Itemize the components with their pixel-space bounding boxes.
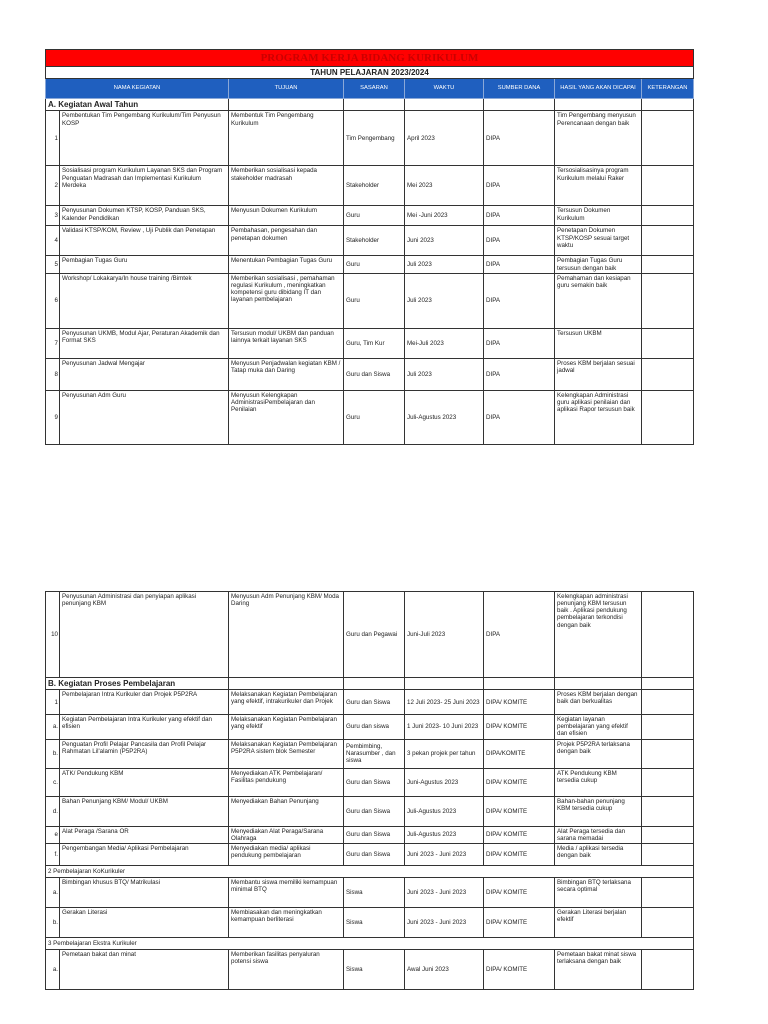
expected-result: Kegiatan layanan pembelajaran yang efektif dan efisien — [555, 715, 642, 739]
remarks — [642, 690, 694, 715]
expected-result: Pemahaman dan kesiapan guru semakin baik — [555, 273, 642, 328]
target: Guru — [344, 390, 405, 444]
table-row — [46, 328, 694, 358]
target: Guru dan Pegawai — [344, 592, 405, 678]
section-b-rows — [46, 690, 694, 866]
remarks — [642, 843, 694, 865]
expected-result: Tersusun UKBM — [555, 328, 642, 358]
row-number: a. — [46, 715, 60, 739]
funding-source: DIPA — [484, 328, 555, 358]
target: Guru dan Siswa — [344, 796, 405, 826]
objective: Melaksanakan Kegiatan Pembelajaran yang efektif, intrakurikuler dan Projek — [229, 690, 344, 715]
objective: Membiasakan dan meningkatkan kemampuan berliterasi — [229, 907, 344, 937]
table-row — [46, 358, 694, 390]
remarks — [642, 328, 694, 358]
schedule: Mei -Juni 2023 — [405, 206, 484, 226]
row-number: c. — [46, 768, 60, 796]
activity-name: Kegiatan Pembelajaran Intra Kurikuler yang efektif dan efisien — [60, 715, 229, 739]
row-number: b. — [46, 739, 60, 768]
target: Guru, Tim Kur — [344, 328, 405, 358]
remarks — [642, 206, 694, 226]
remarks — [642, 949, 694, 989]
target: Guru dan Siswa — [344, 358, 405, 390]
expected-result: Kelengkapan Administrasi guru aplikasi penilaian dan aplikasi Rapor tersusun baik — [555, 390, 642, 444]
schedule: Juni-Agustus 2023 — [405, 768, 484, 796]
schedule: 1 Juni 2023- 10 Juni 2023 — [405, 715, 484, 739]
funding-source: DIPA/KOMITE — [484, 739, 555, 768]
funding-source: DIPA — [484, 206, 555, 226]
schedule: Juli 2023 — [405, 358, 484, 390]
header-tujuan: TUJUAN — [229, 79, 344, 99]
remarks — [642, 111, 694, 166]
remarks — [642, 592, 694, 678]
target: Stakeholder — [344, 226, 405, 256]
expected-result: Proses KBM berjalan dengan baik dan berkualitas — [555, 690, 642, 715]
schedule: April 2023 — [405, 111, 484, 166]
funding-source: DIPA/ KOMITE — [484, 877, 555, 907]
funding-source: DIPA/ KOMITE — [484, 907, 555, 937]
activity-name: Penyusunan Administrasi dan penyiapan aplikasi penunjang KBM — [60, 592, 229, 678]
activity-name: Pemetaan bakat dan minat — [60, 949, 229, 989]
table-row — [46, 690, 694, 715]
funding-source: DIPA/ KOMITE — [484, 826, 555, 843]
objective: Pembahasan, pengesahan dan penetapan dokumen — [229, 226, 344, 256]
subsection-kokurikuler: 2 Pembelajaran KoKurikuler — [46, 865, 694, 877]
activity-name: Bimbingan khusus BTQ/ Matrikulasi — [60, 877, 229, 907]
section-a-row-10 — [46, 592, 694, 678]
section-b2-rows — [46, 877, 694, 937]
section-b3-rows — [46, 949, 694, 989]
target: Guru dan Siswa — [344, 690, 405, 715]
activity-name: Pembagian Tugas Guru — [60, 256, 229, 273]
schedule: Juni 2023 - Juni 2023 — [405, 877, 484, 907]
funding-source: DIPA/ KOMITE — [484, 949, 555, 989]
schedule: Juli 2023 — [405, 273, 484, 328]
work-program-table-bottom — [45, 591, 694, 990]
activity-name: Penguatan Profil Pelajar Pancasila dan Profil Pelajar Rahmatan Lil'alamin (P5P2RA) — [60, 739, 229, 768]
target: Guru dan Siswa — [344, 843, 405, 865]
table-row — [46, 739, 694, 768]
remarks — [642, 390, 694, 444]
table-row — [46, 907, 694, 937]
row-number: a. — [46, 877, 60, 907]
schedule: Juli 2023 — [405, 256, 484, 273]
activity-name: Bahan Penunjang KBM/ Modul/ UKBM — [60, 796, 229, 826]
row-number: 4 — [46, 226, 60, 256]
section-a-rows — [46, 111, 694, 444]
expected-result: Bahan-bahan penunjang KBM tersedia cukup — [555, 796, 642, 826]
remarks — [642, 826, 694, 843]
schedule: Juli-Agustus 2023 — [405, 826, 484, 843]
activity-name: Penyusunan Adm Guru — [60, 390, 229, 444]
academic-year: TAHUN PELAJARAN 2023/2024 — [46, 67, 694, 79]
remarks — [642, 796, 694, 826]
table-row — [46, 256, 694, 273]
activity-name: Pengembangan Media/ Aplikasi Pembelajaran — [60, 843, 229, 865]
header-waktu: WAKTU — [405, 79, 484, 99]
remarks — [642, 768, 694, 796]
funding-source: DIPA/ KOMITE — [484, 690, 555, 715]
target: Guru dan siswa — [344, 715, 405, 739]
expected-result: Kelengkapan administrasi penunjang KBM tersusun baik . Aplikasi pendukung pembelajaran terkondisi dengan baik — [555, 592, 642, 678]
target: Tim Pengembang — [344, 111, 405, 166]
objective: Menyusun Adm Penunjang KBM/ Moda Daring — [229, 592, 344, 678]
table-row — [46, 949, 694, 989]
expected-result: Penetapan Dokumen KTSP/KOSP sesuai target waktu — [555, 226, 642, 256]
table-row — [46, 877, 694, 907]
objective: Membantu siswa memiliki kemampuan minimal BTQ — [229, 877, 344, 907]
remarks — [642, 256, 694, 273]
header-nama-kegiatan: NAMA KEGIATAN — [46, 79, 229, 99]
section-a-heading: A. Kegiatan Awal Tahun — [46, 99, 229, 111]
row-number: 1 — [46, 690, 60, 715]
target: Guru — [344, 273, 405, 328]
schedule: Juli-Agustus 2023 — [405, 796, 484, 826]
table-row — [46, 592, 694, 678]
row-number: 6 — [46, 273, 60, 328]
header-sumber-dana: SUMBER DANA — [484, 79, 555, 99]
expected-result: Tersosialisasinya program Kurikulum melalui Raker — [555, 166, 642, 206]
funding-source: DIPA — [484, 358, 555, 390]
row-number: f. — [46, 843, 60, 865]
schedule: 3 pekan projek per tahun — [405, 739, 484, 768]
header-sasaran: SASARAN — [344, 79, 405, 99]
funding-source: DIPA — [484, 273, 555, 328]
header-keterangan: KETERANGAN — [642, 79, 694, 99]
funding-source: DIPA/ KOMITE — [484, 715, 555, 739]
target: Guru — [344, 206, 405, 226]
section-b-heading: B. Kegiatan Proses Pembelajaran — [46, 678, 229, 690]
objective: Memberikan sosialisasi , pemahaman regulasi Kurikulum , meningkatkan kompetensi guru dibidang IT dan layanan pembelajaran — [229, 273, 344, 328]
row-number: 1 — [46, 111, 60, 166]
activity-name: Workshop/ Lokakarya/In house training /Bimtek — [60, 273, 229, 328]
activity-name: Alat Peraga /Sarana OR — [60, 826, 229, 843]
objective: Memberikan sosialisasi kepada stakeholder madrasah — [229, 166, 344, 206]
table-row — [46, 826, 694, 843]
activity-name: Validasi KTSP/KOM, Review , Uji Publik dan Penetapan — [60, 226, 229, 256]
row-number: 3 — [46, 206, 60, 226]
table-row — [46, 843, 694, 865]
activity-name: Penyusunan Dokumen KTSP, KOSP, Panduan SKS, Kalender Pendidikan — [60, 206, 229, 226]
target: Guru dan Siswa — [344, 768, 405, 796]
table-row — [46, 226, 694, 256]
table-row — [46, 166, 694, 206]
remarks — [642, 273, 694, 328]
funding-source: DIPA/ KOMITE — [484, 843, 555, 865]
objective: Menyediakan Bahan Penunjang — [229, 796, 344, 826]
activity-name: Pembentukan Tim Pengembang Kurikulum/Tim Penyusun KOSP — [60, 111, 229, 166]
schedule: Mei-Juli 2023 — [405, 328, 484, 358]
activity-name: Pembelajaran Intra Kurikuler dan Projek P5P2RA — [60, 690, 229, 715]
row-number: 9 — [46, 390, 60, 444]
funding-source: DIPA — [484, 256, 555, 273]
header-hasil: HASIL YANG AKAN DICAPAI — [555, 79, 642, 99]
expected-result: Pemetaan bakat minat siswa terlaksana dengan baik — [555, 949, 642, 989]
remarks — [642, 715, 694, 739]
objective: Tersusun modul/ UKBM dan panduan lainnya terkait layanan SKS — [229, 328, 344, 358]
remarks — [642, 739, 694, 768]
target: Pembimbing, Narasumber , dan siswa — [344, 739, 405, 768]
objective: Memberikan fasilitas penyaluran potensi siswa — [229, 949, 344, 989]
target: Siswa — [344, 877, 405, 907]
row-number: b. — [46, 907, 60, 937]
schedule: Juni 2023 — [405, 226, 484, 256]
expected-result: Media / aplikasi tersedia dengan baik — [555, 843, 642, 865]
table-row — [46, 390, 694, 444]
target: Siswa — [344, 949, 405, 989]
subsection-ekstrakurikuler: 3 Pembelajaran Ekstra Kurikuler — [46, 937, 694, 949]
funding-source: DIPA — [484, 226, 555, 256]
remarks — [642, 907, 694, 937]
funding-source: DIPA — [484, 592, 555, 678]
objective: Menyediakan ATK Pembelajaran/ Fasilitas pendukung — [229, 768, 344, 796]
document-title: PROGRAM KERJA BIDANG KURIKULUM — [46, 50, 694, 67]
objective: Menyediakan Alat Peraga/Sarana Olahraga — [229, 826, 344, 843]
remarks — [642, 358, 694, 390]
expected-result: Bimbingan BTQ terlaksana secara optimal — [555, 877, 642, 907]
funding-source: DIPA/ KOMITE — [484, 796, 555, 826]
row-number: a. — [46, 949, 60, 989]
expected-result: Alat Peraga tersedia dan sarana memadai — [555, 826, 642, 843]
row-number: 8 — [46, 358, 60, 390]
expected-result: Tim Pengembang menyusun Perencanaan dengan baik — [555, 111, 642, 166]
remarks — [642, 226, 694, 256]
activity-name: Sosialisasi program Kurikulum Layanan SKS dan Program Penguatan Madrasah dan Implementasi Kurikulum Merdeka — [60, 166, 229, 206]
activity-name: Gerakan Literasi — [60, 907, 229, 937]
funding-source: DIPA/ KOMITE — [484, 768, 555, 796]
objective: Menyusun Kelengkapan AdministrasiPembelajaran dan Penilaian — [229, 390, 344, 444]
target: Siswa — [344, 907, 405, 937]
schedule: Juni 2023 - Juni 2023 — [405, 907, 484, 937]
row-number: 10 — [46, 592, 60, 678]
objective: Menyusun Dokumen Kurikulum — [229, 206, 344, 226]
table-row — [46, 206, 694, 226]
row-number: e — [46, 826, 60, 843]
row-number: 7 — [46, 328, 60, 358]
table-row — [46, 273, 694, 328]
expected-result: ATK Pendukung KBM tersedia cukup — [555, 768, 642, 796]
expected-result: Gerakan Literasi berjalan efektif — [555, 907, 642, 937]
expected-result: Projek P5P2RA terlaksana dengan baik — [555, 739, 642, 768]
table-row — [46, 768, 694, 796]
objective: Melaksanakan Kegiatan Pembelajaran yang efektif — [229, 715, 344, 739]
objective: Membentuk Tim Pengembang Kurikulum — [229, 111, 344, 166]
schedule: Juli-Agustus 2023 — [405, 390, 484, 444]
expected-result: Tersusun Dokumen Kurikulum — [555, 206, 642, 226]
target: Guru dan Siswa — [344, 826, 405, 843]
table-row — [46, 111, 694, 166]
table-row — [46, 796, 694, 826]
objective: Menentukan Pembagian Tugas Guru — [229, 256, 344, 273]
objective: Menyusun Penjadwalan kegiatan KBM / Tatap muka dan Daring — [229, 358, 344, 390]
funding-source: DIPA — [484, 166, 555, 206]
work-program-table-top — [45, 49, 694, 445]
row-number: 2 — [46, 166, 60, 206]
table-row — [46, 715, 694, 739]
activity-name: ATK/ Pendukung KBM — [60, 768, 229, 796]
objective: Melaksanakan Kegiatan Pembelajaran P5P2RA sistem blok Semester — [229, 739, 344, 768]
remarks — [642, 166, 694, 206]
target: Stakeholder — [344, 166, 405, 206]
schedule: Juni-Juli 2023 — [405, 592, 484, 678]
activity-name: Penyusunan Jadwal Mengajar — [60, 358, 229, 390]
row-number: d. — [46, 796, 60, 826]
funding-source: DIPA — [484, 111, 555, 166]
expected-result: Pembagian Tugas Guru tersusun dengan baik — [555, 256, 642, 273]
activity-name: Penyusunan UKMB, Modul Ajar, Peraturan Akademik dan Format SKS — [60, 328, 229, 358]
schedule: Mei 2023 — [405, 166, 484, 206]
target: Guru — [344, 256, 405, 273]
expected-result: Proses KBM berjalan sesuai jadwal — [555, 358, 642, 390]
remarks — [642, 877, 694, 907]
schedule: Awal Juni 2023 — [405, 949, 484, 989]
schedule: 12 Juli 2023- 25 Juni 2023 — [405, 690, 484, 715]
row-number: 5 — [46, 256, 60, 273]
funding-source: DIPA — [484, 390, 555, 444]
objective: Menyediakan media/ aplikasi pendukung pembelajaran — [229, 843, 344, 865]
schedule: Juni 2023 - Juni 2023 — [405, 843, 484, 865]
